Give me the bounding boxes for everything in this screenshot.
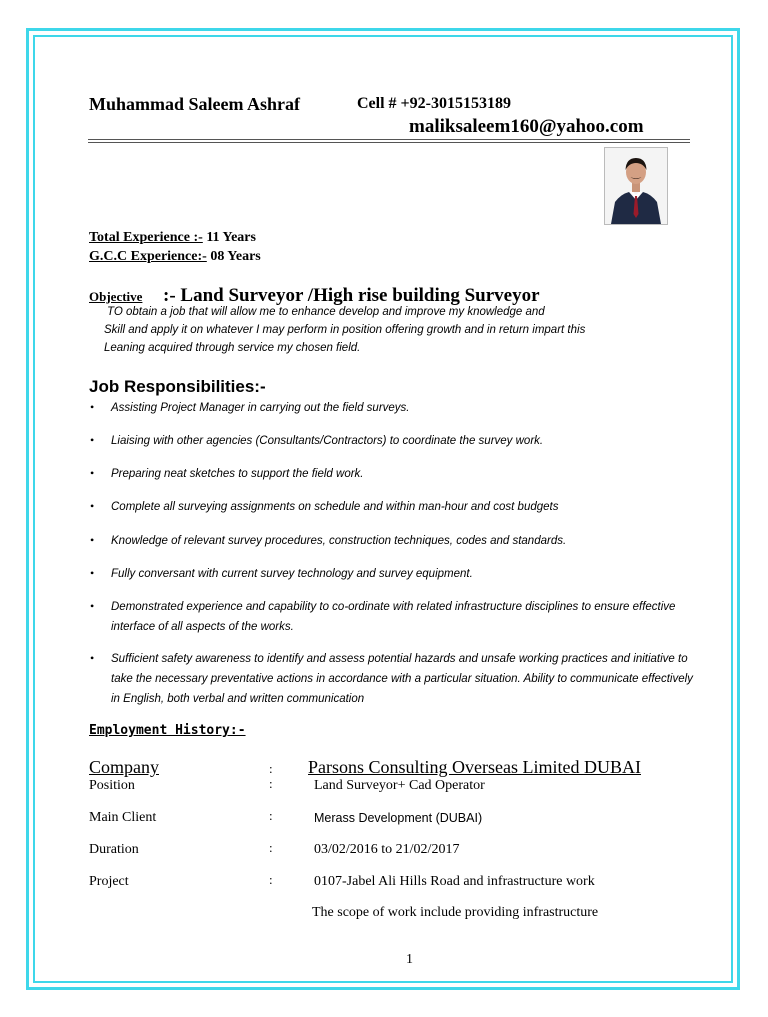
responsibility-item-1: Assisting Project Manager in carrying out the field surveys.: [111, 402, 410, 414]
job-responsibilities-heading: Job Responsibilities:-: [89, 377, 266, 396]
bullet-icon: •: [90, 599, 95, 613]
duration-label: Duration: [89, 842, 139, 857]
duration-value: 03/02/2016 to 21/02/2017: [314, 842, 460, 857]
candidate-name: Muhammad Saleem Ashraf: [89, 94, 300, 114]
profile-photo: [604, 147, 668, 225]
bullet-icon: •: [90, 651, 95, 665]
gcc-experience: [89, 249, 261, 265]
objective-title: :- Land Surveyor /High rise building Surveyor: [163, 285, 540, 306]
responsibility-item-5: Knowledge of relevant survey procedures, construction techniques, codes and standards.: [111, 535, 567, 547]
employment-history-heading: Employment History:-: [89, 723, 246, 738]
position-colon: :: [269, 776, 273, 791]
position-label: Position: [89, 778, 135, 793]
company-label: Company: [89, 757, 159, 777]
scope-text: The scope of work include providing infrastructure: [312, 905, 599, 920]
page-number: 1: [406, 952, 413, 967]
bullet-icon: •: [90, 400, 95, 414]
bullet-icon: •: [90, 466, 95, 480]
objective-line-2: Skill and apply it on whatever I may perform in position offering growth and in return impart this: [104, 324, 586, 336]
main-client-value: Merass Development (DUBAI): [314, 811, 483, 825]
header-divider-top: [88, 139, 690, 140]
cell-number: Cell # +92-3015153189: [357, 95, 511, 112]
objective-label: Objective: [89, 289, 143, 304]
company-value: Parsons Consulting Overseas Limited DUBAI: [308, 757, 641, 777]
bullet-icon: •: [90, 533, 95, 547]
responsibility-item-3: Preparing neat sketches to support the field work.: [111, 468, 364, 480]
project-colon: :: [269, 872, 273, 887]
project-value: 0107-Jabel Ali Hills Road and infrastructure work: [314, 874, 595, 889]
gcc-experience-label: G.C.C Experience:-: [89, 249, 207, 264]
project-label: Project: [89, 874, 129, 889]
bullet-icon: •: [90, 566, 95, 580]
responsibility-item-7: Demonstrated experience and capability to co-ordinate with related infrastructure disciplines to ensure effective interface of all aspects of the works.: [111, 601, 676, 633]
total-experience-value: 11 Years: [202, 230, 256, 245]
bullet-icon: •: [90, 499, 95, 513]
main-client-label: Main Client: [89, 810, 157, 825]
responsibility-item-2: Liaising with other agencies (Consultants/Contractors) to coordinate the survey work.: [111, 435, 544, 447]
responsibility-item-6: Fully conversant with current survey technology and survey equipment.: [111, 568, 473, 580]
company-colon: :: [269, 761, 273, 776]
bullet-icon: •: [90, 433, 95, 447]
total-experience-label: Total Experience :-: [89, 230, 203, 245]
gcc-experience-value: 08 Years: [206, 249, 261, 264]
responsibility-item-4: Complete all surveying assignments on schedule and within man-hour and cost budgets: [111, 501, 559, 513]
total-experience: [89, 230, 256, 246]
header-divider-bottom: [88, 142, 690, 143]
responsibility-item-8: Sufficient safety awareness to identify and assess potential hazards and unsafe working practices and initiative to take the necessary preventative actions in accordance with a particular situation. Ability to communicate effectively in English, both verbal and written communication: [111, 653, 693, 705]
duration-colon: :: [269, 840, 273, 855]
email-address: maliksaleem160@yahoo.com: [409, 116, 644, 137]
position-value: Land Surveyor+ Cad Operator: [314, 778, 485, 793]
objective-line-3: Leaning acquired through service my chosen field.: [104, 342, 361, 354]
portrait-image: [605, 148, 667, 224]
objective-line-1: TO obtain a job that will allow me to enhance develop and improve my knowledge and: [107, 306, 545, 318]
main-client-colon: :: [269, 808, 273, 823]
